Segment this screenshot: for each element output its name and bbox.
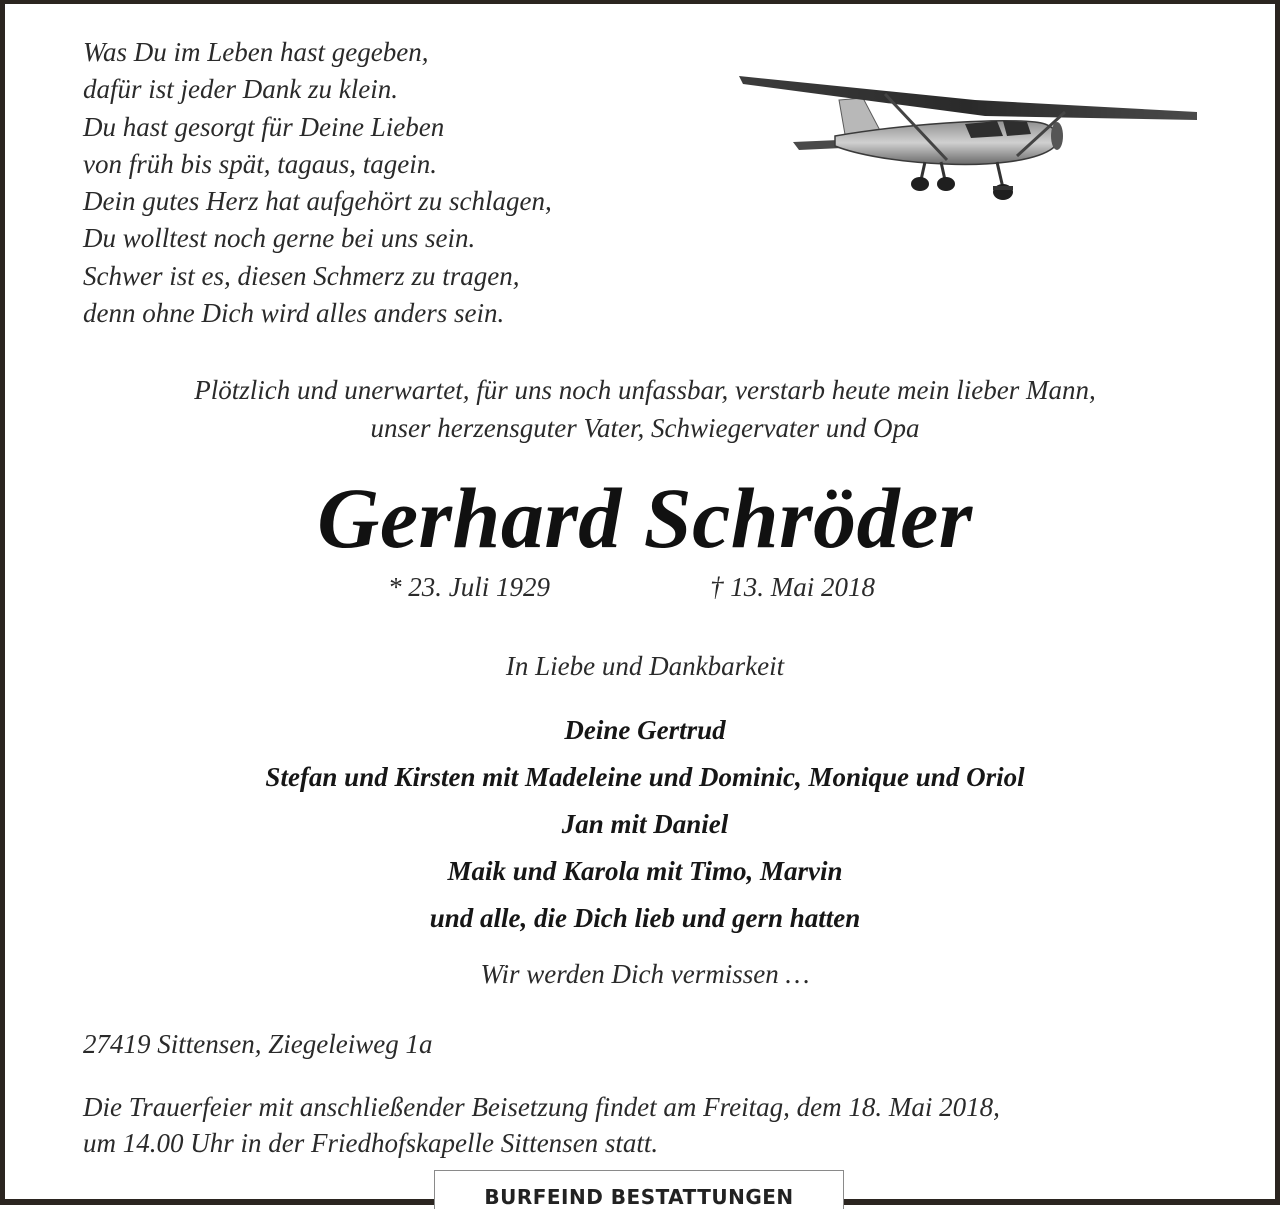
poem-line: Dein gutes Herz hat aufgehört zu schlagen,	[83, 186, 552, 217]
family-member: Maik und Karola mit Timo, Marvin	[447, 856, 843, 886]
deceased-name: Gerhard Schröder	[317, 470, 973, 566]
death-date: † 13. Mai 2018	[710, 572, 875, 602]
poem-line: Was Du im Leben hast gegeben,	[83, 37, 429, 67]
poem-line: von früh bis spät, tagaus, tagein.	[83, 148, 438, 179]
family-member: und alle, die Dich lieb und gern hatten	[429, 903, 861, 933]
poem-line: dafür ist jeder Dank zu klein.	[83, 74, 398, 105]
family-member: Jan mit Daniel	[561, 809, 729, 839]
poem	[83, 34, 552, 332]
funeral-home-tab	[434, 1170, 844, 1209]
closing-line: Wir werden Dich vermissen …	[480, 959, 810, 989]
intro-text	[5, 371, 1280, 447]
funeral-line: um 14.00 Uhr in der Friedhofskapelle Sittensen statt.	[83, 1128, 659, 1158]
funeral-home-name: BURFEIND BESTATTUNGEN	[484, 1185, 794, 1209]
funeral-line: Die Trauerfeier mit anschließender Beisetzung findet am Freitag, dem 18. Mai 2018,	[83, 1092, 1000, 1122]
birth-date: * 23. Juli 1929	[388, 572, 550, 602]
family-list	[5, 707, 1280, 942]
funeral-notice	[83, 1089, 1000, 1161]
poem-line: Du wolltest noch gerne bei uns sein.	[83, 223, 476, 254]
poem-line: Du hast gesorgt für Deine Lieben	[83, 111, 445, 142]
intro-line: Plötzlich und unerwartet, für uns noch unfassbar, verstarb heute mein lieber Mann,	[194, 375, 1096, 405]
intro-line: unser herzensguter Vater, Schwiegervater und Opa	[370, 413, 920, 443]
family-member: Deine Gertrud	[564, 715, 726, 745]
dedication: In Liebe und Dankbarkeit	[505, 651, 785, 681]
airplane-icon	[735, 66, 1200, 226]
address: 27419 Sittensen, Ziegeleiweg 1a	[83, 1029, 433, 1059]
family-member: Stefan und Kirsten mit Madeleine und Dominic, Monique und Oriol	[265, 762, 1025, 792]
poem-line: Schwer ist es, diesen Schmerz zu tragen,	[83, 260, 520, 291]
poem-line: denn ohne Dich wird alles anders sein.	[83, 298, 505, 329]
